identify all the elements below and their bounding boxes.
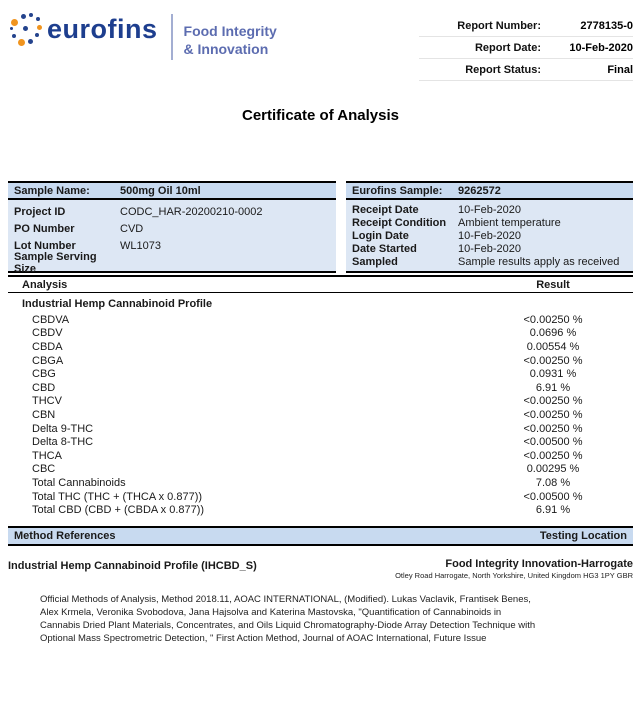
po-number-label: PO Number bbox=[14, 222, 75, 235]
date-started-label: Date Started bbox=[352, 243, 417, 256]
sample-right-body bbox=[346, 200, 633, 271]
analyte-result: 0.0696 % bbox=[529, 327, 577, 340]
eurofins-sample-value: 9262572 bbox=[458, 184, 501, 197]
receipt-condition-row bbox=[346, 216, 633, 229]
sample-name-label: Sample Name: bbox=[14, 184, 90, 197]
testing-location-address: Otley Road Harrogate, North Yorkshire, United Kingdom HG3 1PY GBR bbox=[395, 570, 633, 580]
analyte-name: CBD bbox=[32, 381, 56, 394]
analyte-result: 6.91 % bbox=[535, 504, 571, 517]
analyte-name: Total Cannabinoids bbox=[32, 476, 126, 489]
date-started-row bbox=[346, 243, 633, 256]
report-status-label: Report Status: bbox=[465, 63, 541, 76]
report-date-value: 10-Feb-2020 bbox=[569, 41, 633, 54]
date-started-value: 10-Feb-2020 bbox=[458, 243, 521, 256]
analysis-row-cbg bbox=[8, 367, 633, 381]
analyte-result: <0.00500 % bbox=[523, 436, 583, 449]
serving-size-label: Sample Serving Size bbox=[14, 250, 97, 275]
analysis-row-cbga bbox=[8, 354, 633, 368]
analyte-name: Total THC (THC + (THCA x 0.877)) bbox=[32, 490, 203, 503]
sampled-row bbox=[346, 256, 633, 269]
report-number-label: Report Number: bbox=[457, 19, 541, 32]
brand-wordmark: eurofins bbox=[47, 14, 158, 44]
analysis-row-cbdv bbox=[8, 327, 633, 341]
report-number-value: 2778135-0 bbox=[580, 19, 633, 32]
method-references-title: Method References bbox=[14, 529, 116, 542]
analyte-result: <0.00250 % bbox=[523, 449, 583, 462]
po-number-row bbox=[8, 220, 336, 237]
analysis-row-delta8-thc bbox=[8, 435, 633, 449]
page-header bbox=[0, 0, 641, 81]
testing-location-title: Testing Location bbox=[539, 529, 627, 542]
report-date-label: Report Date: bbox=[474, 41, 541, 54]
analyte-result: 0.00295 % bbox=[526, 463, 580, 476]
analyte-name: Delta 9-THC bbox=[32, 422, 94, 435]
division-line1: Food Integrity bbox=[183, 23, 277, 39]
analyte-result: 0.0931 % bbox=[529, 368, 577, 381]
analysis-row-cbda bbox=[8, 340, 633, 354]
receipt-condition-value: Ambient temperature bbox=[458, 216, 561, 229]
sample-left-body bbox=[8, 200, 336, 275]
report-date-row bbox=[419, 37, 633, 59]
analyte-name: CBDV bbox=[32, 327, 63, 340]
sample-info-block bbox=[8, 181, 633, 273]
eurofins-logo-mark-icon bbox=[10, 13, 42, 47]
analysis-row-cbn bbox=[8, 408, 633, 422]
analysis-section bbox=[8, 275, 633, 517]
eurofins-sample-label: Eurofins Sample: bbox=[352, 184, 443, 197]
method-citation: Official Methods of Analysis, Method 2018.11, AOAC INTERNATIONAL, (Modified). Lukas Vaclavik, Frantisek Benes, Alex Krmela, Veronika Svobodova, Jana Hajsolva and Katerina Mastovska, "Quantification of Cannabinoids in Cannabis Dried Plant Materials, Concentrates, and Oils Liquid Chromatography-Diode Array Detection Technique with Optional Mass Spectrometric Detection, " First Action Method, Journal of AOAC International, Future Issue bbox=[40, 593, 536, 644]
report-number-row bbox=[419, 15, 633, 37]
analysis-column-header: Analysis bbox=[22, 278, 68, 291]
analysis-row-cbdva bbox=[8, 313, 633, 327]
login-date-row bbox=[346, 229, 633, 242]
sample-info-table-right bbox=[346, 181, 633, 273]
login-date-label: Login Date bbox=[352, 229, 409, 242]
analyte-result: <0.00250 % bbox=[523, 313, 583, 326]
method-references-header bbox=[8, 526, 633, 546]
analyte-result: 0.00554 % bbox=[526, 340, 580, 353]
report-info bbox=[419, 10, 633, 81]
analysis-group-title: Industrial Hemp Cannabinoid Profile bbox=[22, 298, 213, 310]
lot-number-value: WL1073 bbox=[120, 239, 161, 252]
project-id-value: CODC_HAR-20200210-0002 bbox=[120, 205, 263, 218]
report-status-row bbox=[419, 59, 633, 81]
analysis-row-thca bbox=[8, 449, 633, 463]
analysis-row-total-cannabinoids bbox=[8, 476, 633, 490]
receipt-date-label: Receipt Date bbox=[352, 203, 419, 216]
testing-location-name: Food Integrity Innovation-Harrogate bbox=[445, 557, 633, 570]
po-number-value: CVD bbox=[120, 222, 144, 235]
analyte-name: Total CBD (CBD + (CBDA x 0.877)) bbox=[32, 504, 205, 517]
analyte-result: <0.00500 % bbox=[523, 490, 583, 503]
analyte-name: CBC bbox=[32, 463, 56, 476]
receipt-date-value: 10-Feb-2020 bbox=[458, 203, 521, 216]
analysis-row-cbd bbox=[8, 381, 633, 395]
eurofins-logo bbox=[10, 10, 277, 81]
login-date-value: 10-Feb-2020 bbox=[458, 229, 521, 242]
logo-divider bbox=[171, 14, 173, 60]
analyte-result: 6.91 % bbox=[535, 381, 571, 394]
testing-location bbox=[395, 558, 633, 580]
receipt-condition-label: Receipt Condition bbox=[352, 216, 447, 229]
method-name: Industrial Hemp Cannabinoid Profile (IHCBD_S) bbox=[8, 559, 257, 572]
division-line2: & Innovation bbox=[183, 41, 269, 57]
receipt-date-row bbox=[346, 203, 633, 216]
analyte-name: CBG bbox=[32, 368, 56, 381]
analysis-row-total-cbd bbox=[8, 503, 633, 517]
serving-size-row bbox=[8, 250, 336, 275]
lot-number-label: Lot Number bbox=[14, 239, 76, 252]
analyte-result: 7.08 % bbox=[535, 476, 571, 489]
sample-name-header bbox=[8, 183, 336, 200]
division-name bbox=[184, 10, 277, 58]
analyte-name: CBDA bbox=[32, 340, 63, 353]
analyte-name: CBGA bbox=[32, 354, 64, 367]
analysis-row-thcv bbox=[8, 395, 633, 409]
analyte-name: CBN bbox=[32, 408, 56, 421]
sampled-value: Sample results apply as received bbox=[458, 256, 620, 269]
analyte-name: THCV bbox=[32, 395, 62, 408]
project-id-label: Project ID bbox=[14, 205, 66, 218]
analysis-row-delta9-thc bbox=[8, 422, 633, 436]
analysis-header-row bbox=[8, 275, 633, 293]
sample-info-table-left bbox=[8, 181, 336, 273]
method-detail bbox=[8, 558, 633, 580]
analysis-row-total-thc bbox=[8, 490, 633, 504]
analysis-row-cbc bbox=[8, 463, 633, 477]
analyte-result: <0.00250 % bbox=[523, 395, 583, 408]
analyte-result: <0.00250 % bbox=[523, 422, 583, 435]
analyte-result: <0.00250 % bbox=[523, 408, 583, 421]
project-id-row bbox=[8, 203, 336, 220]
sample-name-value: 500mg Oil 10ml bbox=[120, 184, 201, 197]
report-status-value: Final bbox=[607, 63, 633, 76]
sampled-label: Sampled bbox=[352, 256, 398, 269]
page-title: Certificate of Analysis bbox=[242, 107, 399, 124]
analyte-name: THCA bbox=[32, 449, 62, 462]
analyte-result: <0.00250 % bbox=[523, 354, 583, 367]
eurofins-sample-header bbox=[346, 183, 633, 200]
analyte-name: CBDVA bbox=[32, 313, 70, 326]
result-column-header: Result bbox=[536, 278, 570, 291]
analyte-name: Delta 8-THC bbox=[32, 436, 94, 449]
